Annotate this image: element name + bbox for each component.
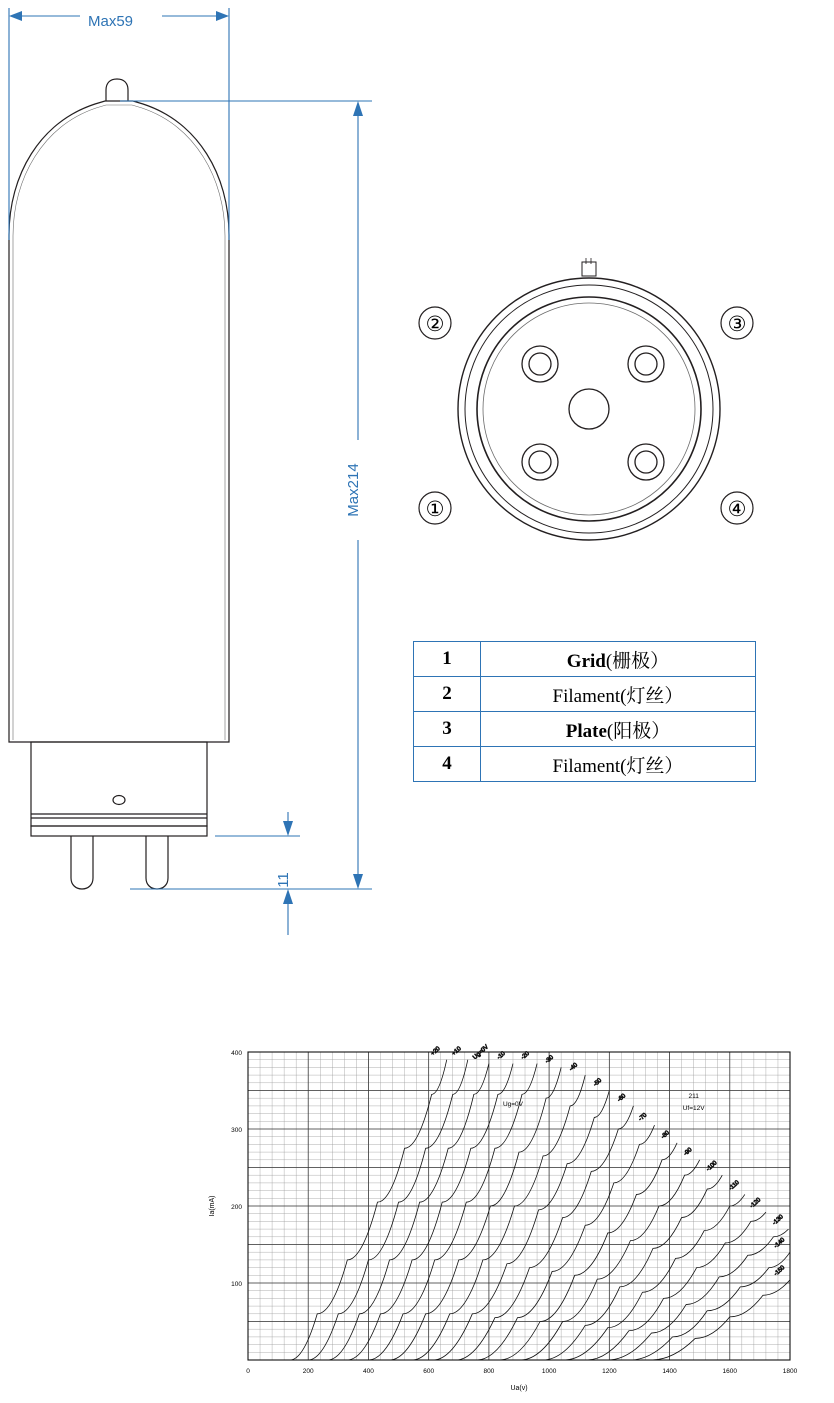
- x-tick-label: 1000: [541, 1368, 557, 1375]
- curve-label-+20: +20: [430, 1045, 442, 1058]
- x-tick-label: 1800: [782, 1368, 798, 1375]
- pin-label-en: Grid: [566, 650, 606, 672]
- pin-label-en: Filament: [552, 755, 621, 777]
- dimension-lines: [9, 8, 372, 935]
- pin-label-cell: [481, 712, 756, 747]
- x-tick-label: 800: [483, 1368, 495, 1375]
- table-row: [414, 677, 756, 712]
- y-tick-label: 200: [231, 1204, 242, 1211]
- curve-label--120: -120: [749, 1197, 763, 1210]
- pin-label-cn: (阳极）: [606, 720, 671, 742]
- pin-label-en: Plate: [565, 720, 607, 742]
- pin-label-en: Filament: [552, 685, 621, 707]
- y-axis-label: Ia(mA): [209, 1195, 216, 1217]
- dimension-pinlength-label: 11: [275, 872, 292, 888]
- curve-label--150: -150: [773, 1264, 787, 1278]
- x-tick-label: 0: [246, 1368, 250, 1375]
- curve-label--80: -80: [660, 1130, 671, 1141]
- y-tick-label: 400: [231, 1050, 242, 1057]
- curve-label-+10: +10: [451, 1045, 463, 1058]
- pin-number-cell: 1: [414, 642, 481, 677]
- curve-label--130: -130: [771, 1214, 785, 1227]
- curve-label--10: -10: [496, 1050, 507, 1062]
- pin-label-cell: [481, 642, 756, 677]
- base-pin-callouts: [419, 307, 753, 524]
- y-tick-label: 100: [231, 1281, 242, 1288]
- x-tick-label: 600: [423, 1368, 435, 1375]
- y-tick-label: 300: [231, 1127, 242, 1134]
- curve-label--100: -100: [705, 1160, 719, 1173]
- pin-callout-4: ④: [727, 497, 747, 521]
- dimension-width-label: Max59: [88, 13, 134, 30]
- curve-label--90: -90: [682, 1147, 694, 1158]
- table-row: [414, 642, 756, 677]
- chart-svg: [0, 1020, 834, 1403]
- pin-callout-2: ②: [425, 312, 445, 336]
- pin-label-cell: [481, 677, 756, 712]
- curve-label--30: -30: [544, 1054, 555, 1065]
- base-bottom-view: [458, 258, 720, 540]
- pin-label-cn: (灯丝）: [620, 685, 684, 707]
- pin-label-cell: [481, 747, 756, 782]
- chart-annotation-2: Ug=0V: [502, 1100, 524, 1108]
- curve-label--140: -140: [773, 1237, 787, 1250]
- chart-annotation-1: Uf=12V: [682, 1104, 705, 1112]
- pin-label-cn: (栅极）: [605, 650, 670, 672]
- curve-label--20: -20: [520, 1050, 531, 1062]
- tube-outline: [9, 79, 229, 889]
- table-row: [414, 747, 756, 782]
- pin-number-cell: 4: [414, 747, 481, 782]
- curve-label--70: -70: [637, 1112, 649, 1123]
- pin-function-table: [413, 641, 756, 782]
- pin-callout-3: ③: [727, 312, 747, 336]
- curve-label--40: -40: [568, 1062, 580, 1073]
- table-row: [414, 712, 756, 747]
- curve-label--50: -50: [592, 1077, 604, 1088]
- pin-number-cell: 2: [414, 677, 481, 712]
- x-axis-label: Ua(v): [510, 1385, 528, 1392]
- pin-number-cell: 3: [414, 712, 481, 747]
- x-tick-label: 1600: [722, 1368, 738, 1375]
- x-tick-label: 1400: [662, 1368, 677, 1375]
- characteristic-curves-chart: [0, 1020, 834, 1403]
- curve-label--110: -110: [728, 1179, 741, 1192]
- curve-label--60: -60: [616, 1093, 628, 1104]
- x-tick-label: 400: [363, 1368, 374, 1375]
- pin-label-cn: (灯丝）: [620, 755, 684, 777]
- dimension-height-label: Max214: [345, 463, 362, 517]
- chart-annotation-0: 211: [688, 1093, 699, 1101]
- pin-callout-1: ①: [425, 497, 445, 521]
- curve-label-0: Ug=0V: [472, 1044, 490, 1062]
- x-tick-label: 1200: [602, 1368, 617, 1375]
- x-tick-label: 200: [302, 1368, 314, 1375]
